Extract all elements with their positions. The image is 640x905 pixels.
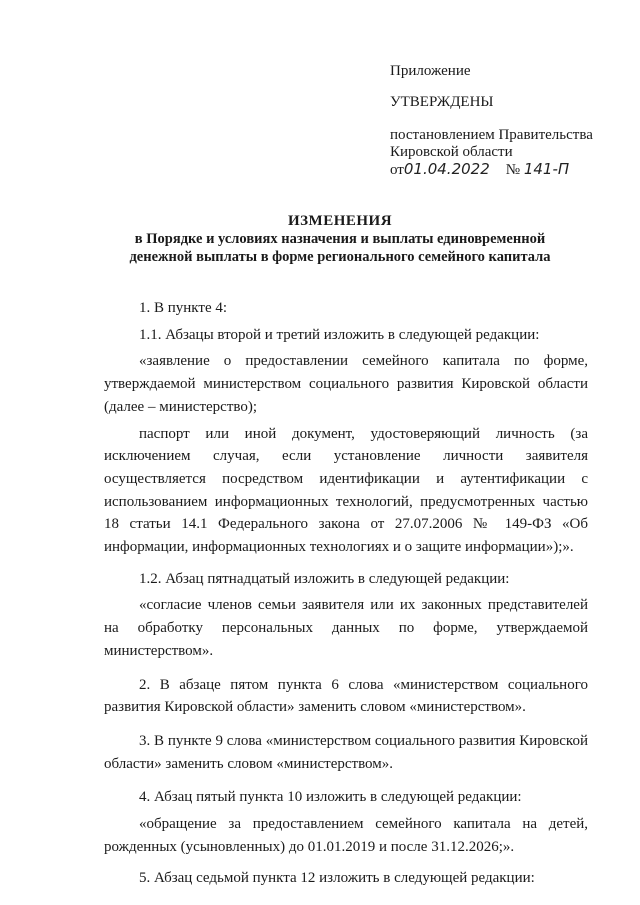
document-heading bbox=[60, 212, 620, 266]
heading-subtitle-line-1: в Порядке и условиях назначения и выплаты единовременной bbox=[134, 231, 546, 247]
paragraph-2: 1.1. Абзацы второй и третий изложить в следующей редакции: bbox=[139, 326, 540, 343]
resolution-date-number bbox=[390, 161, 569, 179]
date-prefix: от bbox=[390, 162, 404, 178]
appendix-label: Приложение bbox=[390, 63, 471, 79]
paragraph-9: 4. Абзац пятый пункта 10 изложить в следующей редакции: bbox=[139, 789, 522, 806]
paragraph-3: «заявление о предоставлении семейного капитала по форме, утверждаемой министерством социального развития Кировской области (далее – министерство); bbox=[104, 353, 588, 415]
paragraph-8: 3. В пункте 9 слова «министерством социального развития Кировской области» заменить словом «министерством». bbox=[104, 732, 588, 772]
handwritten-date: 01.04.2022 bbox=[403, 160, 490, 178]
paragraph-7: 2. В абзаце пятом пункта 6 слова «министерством социального развития Кировской области» заменить словом «министерством». bbox=[104, 676, 588, 716]
paragraph-11: 5. Абзац седьмой пункта 12 изложить в следующей редакции: bbox=[139, 870, 535, 887]
document-body bbox=[104, 297, 588, 890]
number-prefix: № bbox=[505, 162, 521, 178]
resolution-line-2: Кировской области bbox=[390, 144, 513, 160]
paragraph-10: «обращение за предоставлением семейного капитала на детей, рожденных (усыновленных) до 01.01.2019 и после 31.12.2026;». bbox=[104, 816, 588, 855]
paragraph-1: 1. В пункте 4: bbox=[139, 300, 228, 316]
paragraph-4: паспорт или иной документ, удостоверяющий личность (за исключением случая, если установление личности заявителя осуществляется посредством идентификации и аутентификации с использованием информационных технологий, предусмотренных частью 18 статьи 14.1 Федерального закона от 27.07.2006 № 149-ФЗ «Об информации, информационных технологиях и о защите информации»);». bbox=[104, 425, 588, 556]
resolution-line-1: постановлением Правительства bbox=[390, 127, 593, 143]
paragraph-6: «согласие членов семьи заявителя или их законных представителей на обработку персональных данных по форме, утверждаемой министерством». bbox=[104, 597, 588, 659]
heading-title: ИЗМЕНЕНИЯ bbox=[287, 213, 393, 229]
heading-subtitle-line-2: денежной выплаты в форме регионального семейного капитала bbox=[129, 249, 551, 265]
approved-label: УТВЕРЖДЕНЫ bbox=[390, 94, 494, 110]
paragraph-5: 1.2. Абзац пятнадцатый изложить в следующей редакции: bbox=[139, 570, 510, 587]
handwritten-number: 141-П bbox=[523, 160, 570, 178]
